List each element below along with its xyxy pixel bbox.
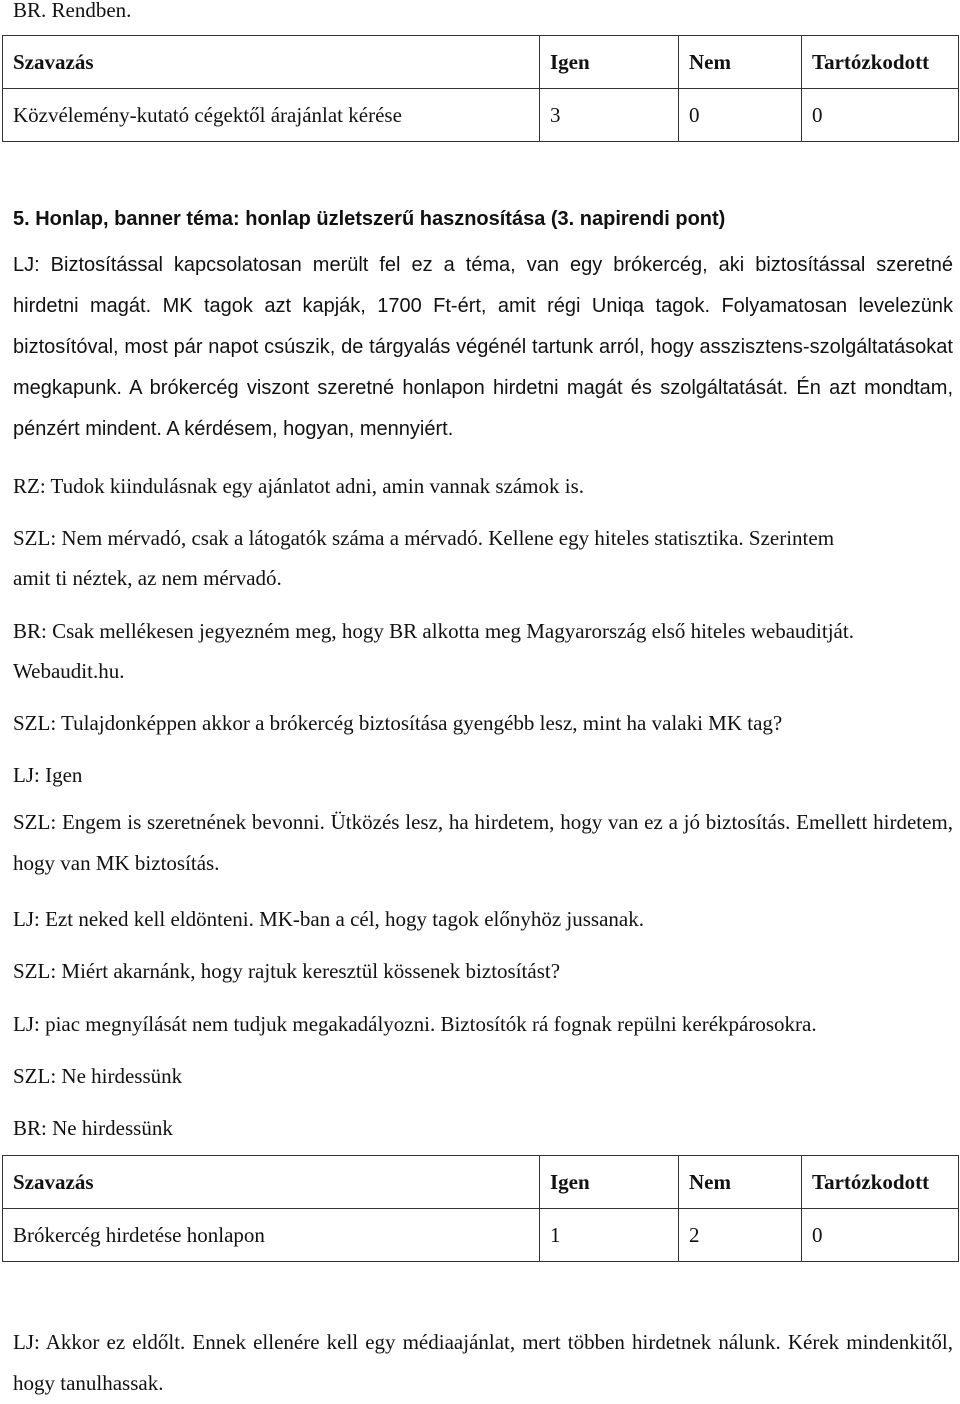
table-cell-abstain: 0 bbox=[802, 1209, 959, 1262]
table-cell-topic: Brókercég hirdetése honlapon bbox=[3, 1209, 540, 1262]
header-cell-igen: Igen bbox=[540, 1156, 679, 1209]
table-cell-yes: 1 bbox=[540, 1209, 679, 1262]
header-cell-tartozkodott: Tartózkodott bbox=[802, 1156, 959, 1209]
vote-table-2 bbox=[2, 1155, 959, 1262]
line-rz: RZ: Tudok kiindulásnak egy ajánlatot adni, amin vannak számok is. bbox=[13, 474, 585, 498]
line-szl-5: SZL: Ne hirdessünk bbox=[13, 1064, 183, 1088]
table-cell-yes: 3 bbox=[540, 89, 679, 142]
top-line: BR. Rendben. bbox=[13, 0, 132, 22]
line-szl-1b: amit ti néztek, az nem mérvadó. bbox=[13, 566, 282, 590]
line-lj-2: LJ: Igen bbox=[13, 763, 83, 787]
header-cell-szavazas: Szavazás bbox=[3, 1156, 540, 1209]
vote-table-2-header-row bbox=[3, 1156, 959, 1209]
line-br-2: BR: Ne hirdessünk bbox=[13, 1116, 173, 1140]
header-cell-nem: Nem bbox=[679, 1156, 802, 1209]
header-cell-nem: Nem bbox=[679, 36, 802, 89]
header-cell-tartozkodott: Tartózkodott bbox=[802, 36, 959, 89]
line-szl-2: SZL: Tulajdonképpen akkor a brókercég biztosítása gyengébb lesz, mint ha valaki MK tag? bbox=[13, 711, 783, 735]
vote-table-2-row bbox=[3, 1209, 959, 1262]
line-br-1b: Webaudit.hu. bbox=[13, 659, 125, 683]
line-br-1a: BR: Csak mellékesen jegyezném meg, hogy BR alkotta meg Magyarország első hiteles webauditját. bbox=[13, 619, 854, 643]
line-szl-1a: SZL: Nem mérvadó, csak a látogatók száma a mérvadó. Kellene egy hiteles statisztika. Szerintem bbox=[13, 526, 835, 550]
table-cell-abstain: 0 bbox=[802, 89, 959, 142]
paragraph-lj: LJ: Biztosítással kapcsolatosan merült fel ez a téma, van egy brókercég, aki biztosítással szeretné hirdetni magát. MK tagok azt kapják, 1700 Ft-ért, amit régi Uniqa tagok. Folyamatosan levelezünk biztosítóval, most pár napot csúszik, de tárgyalás végénél tartunk arról, hogy asszisztens-szolgáltatásokat megkapunk. A brókercég viszont szeretné honlapon hirdetni magát és szolgáltatását. Én azt mondtam, pénzért mindent. A kérdésem, hogyan, mennyiért. bbox=[13, 254, 953, 440]
header-cell-igen: Igen bbox=[540, 36, 679, 89]
line-lj-3: LJ: Ezt neked kell eldönteni. MK-ban a cél, hogy tagok előnyhöz jussanak. bbox=[13, 907, 644, 931]
vote-table-1-header-row bbox=[3, 36, 959, 89]
line-szl-3: SZL: Engem is szeretnének bevonni. Ütközés lesz, ha hirdetem, hogy van ez a jó biztosítás. Emellett hirdetem, hogy van MK biztosítás. bbox=[13, 810, 953, 875]
table-cell-no: 0 bbox=[679, 89, 802, 142]
table-cell-no: 2 bbox=[679, 1209, 802, 1262]
line-szl-4: SZL: Miért akarnánk, hogy rajtuk keresztül kössenek biztosítást? bbox=[13, 959, 561, 983]
closing-paragraph: LJ: Akkor ez eldőlt. Ennek ellenére kell egy médiaajánlat, mert többen hirdetnek nálunk. Kérek mindenkitől, hogy tanulhassak. bbox=[13, 1330, 953, 1395]
line-lj-4: LJ: piac megnyílását nem tudjuk megakadályozni. Biztosítók rá fognak repülni kerékpárosokra. bbox=[13, 1012, 817, 1036]
vote-table-1-row bbox=[3, 89, 959, 142]
vote-table-1 bbox=[2, 35, 959, 142]
section-heading: 5. Honlap, banner téma: honlap üzletszerű hasznosítása (3. napirendi pont) bbox=[13, 208, 726, 230]
table-cell-topic: Közvélemény-kutató cégektől árajánlat kérése bbox=[3, 89, 540, 142]
header-cell-szavazas: Szavazás bbox=[3, 36, 540, 89]
